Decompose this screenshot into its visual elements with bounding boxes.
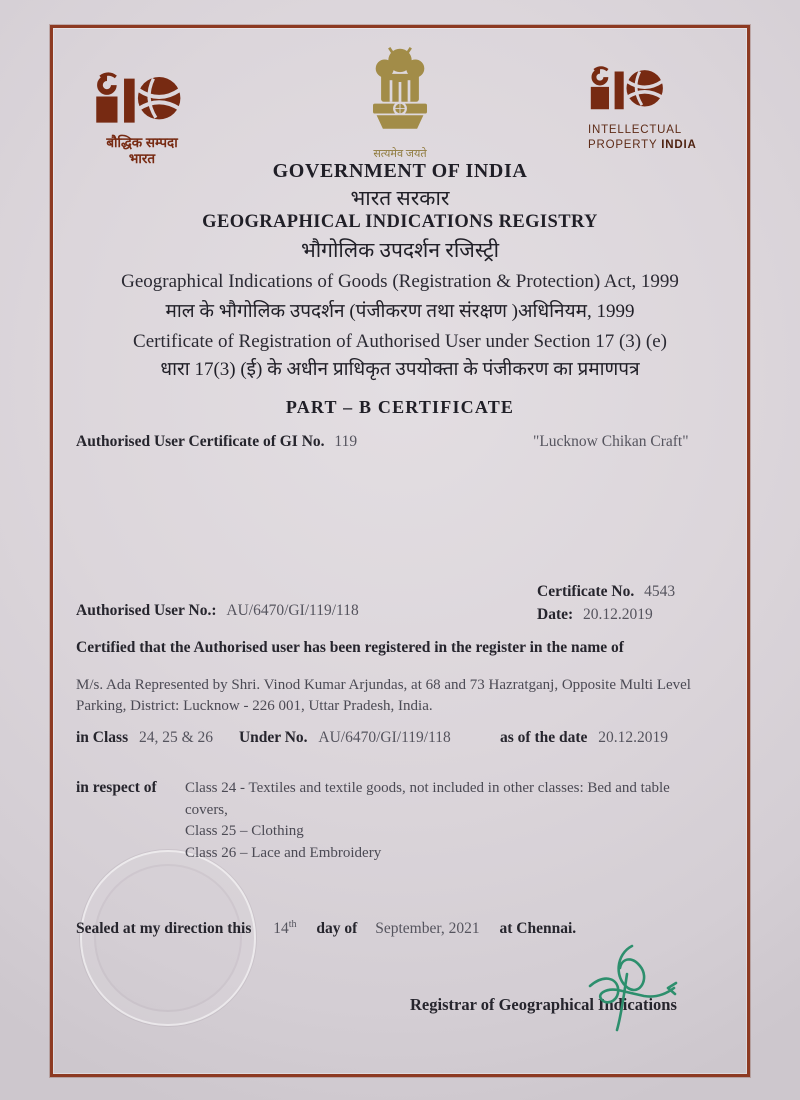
- right-logo-caption-line1: INTELLECTUAL: [588, 124, 682, 136]
- certified-statement: Certified that the Authorised user has been registered in the register in the name of: [76, 639, 624, 656]
- date-line: [537, 606, 653, 624]
- class-item-26: Class 26 – Lace and Embroidery: [185, 844, 382, 861]
- as-of-label: as of the date: [500, 729, 588, 746]
- left-logo-caption-line1: बौद्धिक सम्पदा: [106, 135, 178, 150]
- in-class-value: 24, 25 & 26: [139, 729, 214, 746]
- date-value: 20.12.2019: [583, 606, 653, 623]
- title-gi-registry-hindi: भौगोलिक उपदर्शन रजिस्ट्री: [300, 238, 500, 262]
- ip-india-logo-right: [588, 64, 748, 153]
- emblem-motto: सत्यमेव जयते: [373, 148, 427, 160]
- sealed-day: [273, 920, 296, 937]
- gi-number-line: [76, 433, 357, 451]
- right-logo-india: INDIA: [661, 138, 697, 151]
- in-class-label: in Class: [76, 729, 129, 746]
- certificate-no-line: [537, 583, 675, 601]
- class-item-24: Class 24 - Textiles and textile goods, not included in other classes: Bed and table covers,: [185, 780, 670, 818]
- ashoka-emblem: [352, 42, 448, 161]
- title-government-of-india: GOVERNMENT OF INDIA: [272, 160, 528, 182]
- class-list: [185, 778, 683, 864]
- registrant-details: M/s. Ada Represented by Shri. Vinod Kumar Arjundas, at 68 and 73 Hazratganj, Opposite Multi Level Parking, District: Lucknow - 226 001, Uttar Pradesh, India.: [76, 677, 691, 714]
- day-of-label: day of: [316, 920, 358, 938]
- at-place-label: at Chennai.: [499, 920, 577, 938]
- gi-number-label: Authorised User Certificate of GI No.: [76, 433, 325, 450]
- under-no-value: AU/6470/GI/119/118: [318, 729, 451, 746]
- title-part-b: PART – B CERTIFICATE: [285, 397, 515, 417]
- registrar-title: Registrar of Geographical Indications: [410, 995, 677, 1014]
- registrar-signature: [572, 942, 684, 1034]
- gi-product-name: "Lucknow Chikan Craft": [533, 433, 689, 450]
- class-item-25: Class 25 – Clothing: [185, 823, 304, 839]
- title-certificate-section: Certificate of Registration of Authorised User under Section 17 (3) (e): [133, 331, 667, 352]
- class-under-asof-line: [76, 729, 724, 747]
- as-of-date-group: [500, 729, 668, 747]
- authorised-user-no-label: Authorised User No.:: [76, 602, 217, 619]
- right-logo-caption-line2: [588, 138, 748, 153]
- certificate-no-label: Certificate No.: [537, 583, 635, 600]
- authorised-user-no-line: [76, 602, 359, 620]
- ip-monogram-icon: [93, 70, 191, 128]
- sealed-label: Sealed at my direction this: [76, 920, 252, 938]
- as-of-value: 20.12.2019: [598, 729, 669, 746]
- ip-monogram-icon: [588, 64, 672, 114]
- month-year-value: September, 2021: [375, 920, 480, 938]
- title-certificate-section-hindi: धारा 17(3) (ई) के अधीन प्राधिकृत उपयोक्ता के पंजीकरण का प्रमाणपत्र: [160, 359, 640, 380]
- lion-capital-icon: [364, 42, 436, 140]
- title-act-hindi: माल के भौगोलिक उपदर्शन (पंजीकरण तथा संरक्षण )अधिनियम, 1999: [165, 301, 635, 322]
- day-suffix: th: [288, 919, 297, 930]
- in-respect-label: in respect of: [76, 779, 157, 796]
- sealed-line: [76, 919, 736, 938]
- date-label: Date:: [537, 606, 574, 623]
- certificate-no-value: 4543: [644, 583, 676, 600]
- title-government-of-india-hindi: भारत सरकार: [350, 186, 450, 210]
- authorised-user-no-value: AU/6470/GI/119/118: [226, 602, 359, 619]
- ip-india-logo-left: [76, 70, 208, 166]
- under-no-label: Under No.: [238, 729, 308, 746]
- left-logo-caption-line2: भारत: [128, 150, 156, 166]
- right-logo-property: PROPERTY: [588, 138, 658, 151]
- day-number: 14: [273, 920, 289, 938]
- gi-number-value: 119: [334, 433, 358, 450]
- title-act: Geographical Indications of Goods (Registration & Protection) Act, 1999: [121, 271, 679, 292]
- title-gi-registry: GEOGRAPHICAL INDICATIONS REGISTRY: [202, 212, 598, 232]
